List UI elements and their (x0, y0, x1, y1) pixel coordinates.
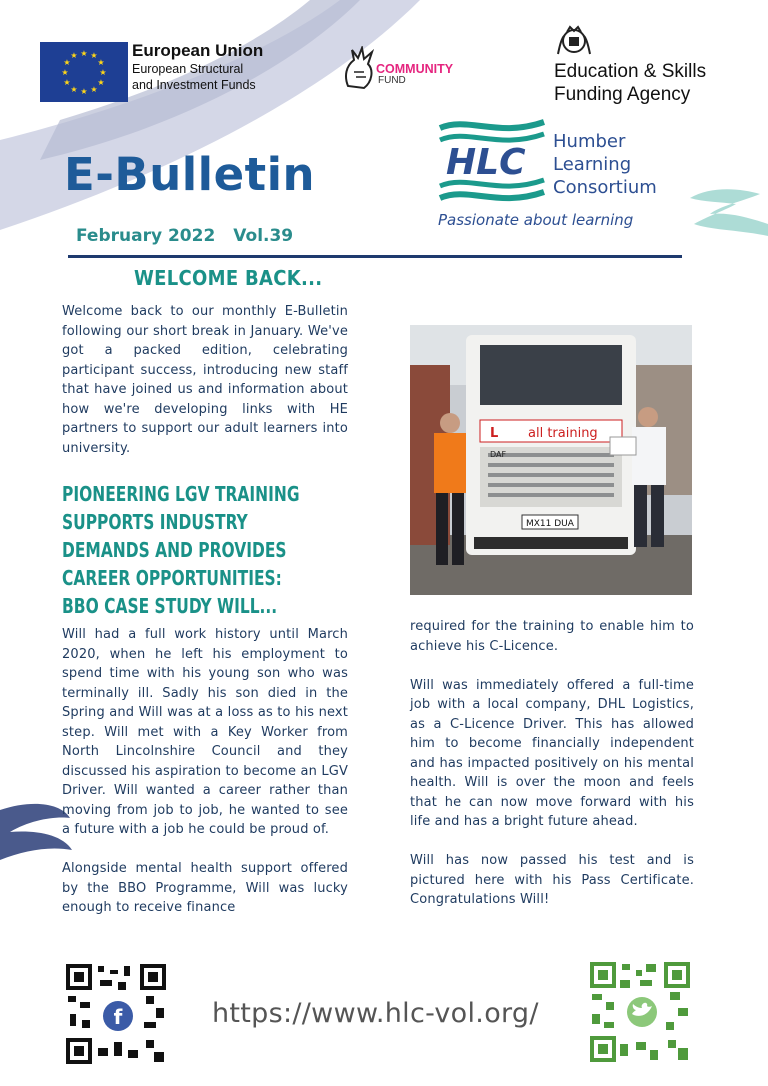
decorative-teal-squiggle (680, 180, 768, 240)
eu-funding-label (132, 41, 322, 93)
hlc-logo-mark (438, 116, 548, 206)
svg-text:★: ★ (70, 85, 78, 94)
website-link[interactable]: https://www.hlc-vol.org/ (212, 998, 539, 1029)
community-fund-subtitle: FUND (378, 75, 406, 86)
article-paragraph: Will had a full work history until March 2020, when he left his employment to spend time with his young son who was terminally ill. Sadly his son died in the Spring and Will was at a loss as to his next step. Will met with a Key Worker from North Lincolnshire Council and they discussed his aspiration to become an LGV Driver. Will wanted a career rather than moving from job to job, he wanted to see a future with a job he could be proud of. (62, 627, 348, 837)
svg-text:★: ★ (63, 78, 71, 87)
issue-volume: Vol.39 (233, 226, 294, 246)
svg-text:★: ★ (97, 78, 105, 87)
article-photo-truck (410, 325, 692, 595)
article-column-left (62, 625, 348, 937)
hlc-name (553, 130, 657, 199)
eu-subtitle-line2: and Investment Funds (132, 78, 256, 92)
masthead-divider (68, 255, 682, 258)
article-paragraph: required for the training to enable him to achieve his C-Licence. (410, 619, 694, 654)
twitter-qr-code[interactable] (590, 962, 690, 1062)
hlc-name-line1: Humber (553, 131, 626, 152)
svg-text:★: ★ (61, 68, 69, 77)
community-fund-title: COMMUNITY (376, 62, 454, 76)
welcome-heading: WELCOME BACK... (134, 266, 323, 290)
issue-line (76, 226, 311, 246)
article-paragraph: Alongside mental health support offered by the BBO Programme, Will was lucky enough to receive finance (62, 861, 348, 915)
hlc-name-line3: Consortium (553, 177, 657, 198)
article-heading: PIONEERING LGV TRAINING SUPPORTS INDUSTRY DEMANDS AND PROVIDES CAREER OPPORTUNITIES: BBO CASE STUDY WILL... (62, 482, 300, 618)
issue-date: February 2022 (76, 226, 216, 246)
svg-text:f: f (113, 1005, 123, 1029)
esfa-line1: Education & Skills (554, 61, 707, 82)
truck-cab-badge: DAF (490, 450, 507, 459)
svg-text:★: ★ (70, 51, 78, 60)
svg-text:★: ★ (63, 58, 71, 67)
hlc-tagline: Passionate about learning (438, 211, 634, 229)
hlc-name-line2: Learning (553, 154, 632, 175)
eu-flag-logo (40, 42, 128, 102)
svg-text:★: ★ (97, 58, 105, 67)
svg-text:L: L (490, 426, 499, 441)
hlc-mark-text: HLC (446, 142, 526, 183)
esfa-line2: Funding Agency (554, 84, 691, 105)
eu-title: European Union (132, 41, 264, 60)
welcome-text: Welcome back to our monthly E-Bulletin following our short break in January. We've got a packed edition, celebrating participant success, introducing new staff that have joined us and information about how we're developing links with HE partners to support our adult learners into university. (62, 304, 348, 456)
truck-sign-text: all training (528, 426, 598, 441)
page-title: E-Bulletin (64, 148, 316, 201)
facebook-qr-code[interactable] (66, 964, 166, 1064)
article-paragraph: Will was immediately offered a full-time job with a local company, DHL Logistics, as a C-Licence Driver. This has allowed him to become financially independent and has impacted positively on his mental health. Will is over the moon and feels that he can now move forward with his life and has a bright future ahead. (410, 677, 694, 829)
svg-text:★: ★ (90, 85, 98, 94)
esfa-label (554, 60, 706, 106)
royal-crest-icon (554, 24, 594, 58)
svg-text:★: ★ (99, 68, 107, 77)
svg-text:★: ★ (80, 49, 88, 58)
article-column-right (410, 617, 694, 929)
svg-text:★: ★ (80, 87, 88, 96)
eu-subtitle-line1: European Structural (132, 62, 244, 76)
svg-text:★: ★ (90, 51, 98, 60)
article-paragraph: Will has now passed his test and is pictured here with his Pass Certificate. Congratulations Will! (410, 853, 694, 907)
truck-plate: MX11 DUA (526, 519, 574, 529)
